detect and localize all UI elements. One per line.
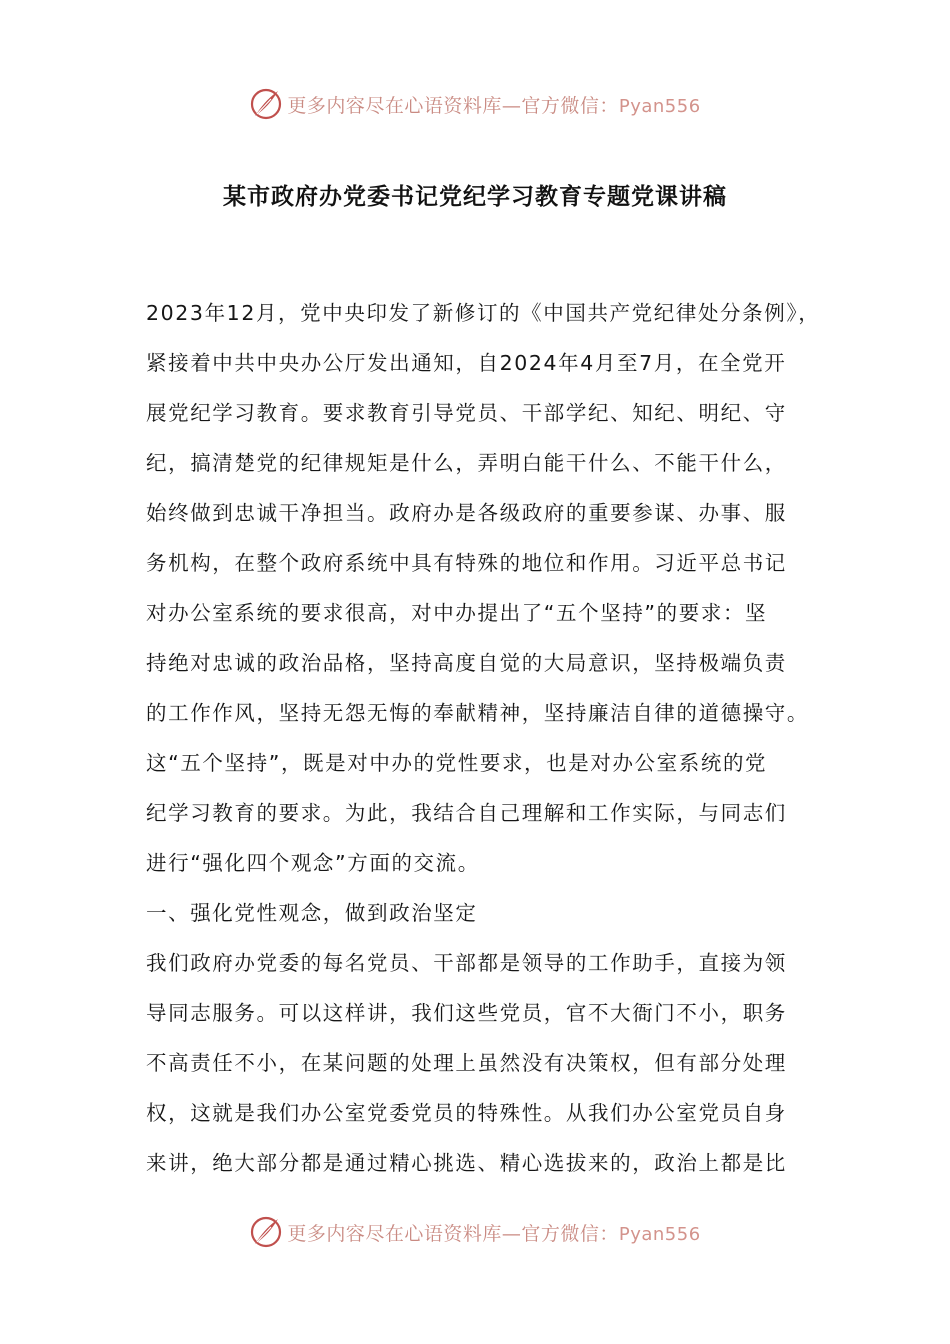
body-line: 始终做到忠诚干净担当。政府办是各级政府的重要参谋、办事、服 [146,501,787,525]
body-line: 我们政府办党委的每名党员、干部都是领导的工作助手，直接为领 [146,951,787,975]
wechat-id: Pyan556 [618,1223,701,1245]
body-line: 持绝对忠诚的政治品格，坚持高度自觉的大局意识，坚持极端负责 [146,651,787,675]
body-line: 来讲，绝大部分都是通过精心挑选、精心选拔来的，政治上都是比 [146,1151,787,1175]
page-title: 某市政府办党委书记党纪学习教育专题党课讲稿 [223,183,727,210]
body-line: 务机构，在整个政府系统中具有特殊的地位和作用。习近平总书记 [146,551,787,575]
footer-watermark-banner [0,1212,950,1252]
quill-pen-logo-icon [249,1215,283,1249]
body-line: 纪学习教育的要求。为此，我结合自己理解和工作实际，与同志们 [146,801,787,825]
body-line: 不高责任不小，在某问题的处理上虽然没有决策权，但有部分处理 [146,1051,787,1075]
body-line: 紧接着中共中央办公厅发出通知，自2024年4月至7月，在全党开 [146,351,787,375]
body-line: 导同志服务。可以这样讲，我们这些党员，官不大衙门不小，职务 [146,1001,787,1025]
body-line: 纪，搞清楚党的纪律规矩是什么，弄明白能干什么、不能干什么， [146,451,787,475]
body-line: 进行“强化四个观念”方面的交流。 [146,851,480,875]
wechat-id: Pyan556 [618,95,701,117]
section-heading: 一、强化党性观念，做到政治坚定 [146,901,478,925]
body-line: 的工作作风，坚持无怨无悔的奉献精神，坚持廉洁自律的道德操守。 [146,701,809,725]
watermark-text: 更多内容尽在心语资料库—官方微信：Pyan556 [287,1222,701,1245]
watermark-text: 更多内容尽在心语资料库—官方微信：Pyan556 [287,94,701,117]
body-line: 展党纪学习教育。要求教育引导党员、干部学纪、知纪、明纪、守 [146,401,787,425]
body-line: 2023年12月，党中央印发了新修订的《中国共产党纪律处分条例》， [146,301,821,325]
document-body [146,288,821,1188]
body-line: 对办公室系统的要求很高，对中办提出了“五个坚持”的要求：坚 [146,601,768,625]
quill-pen-logo-icon [249,87,283,121]
body-line: 权，这就是我们办公室党委党员的特殊性。从我们办公室党员自身 [146,1101,787,1125]
body-line: 这“五个坚持”，既是对中办的党性要求，也是对办公室系统的党 [146,751,768,775]
header-watermark-banner [0,84,950,124]
